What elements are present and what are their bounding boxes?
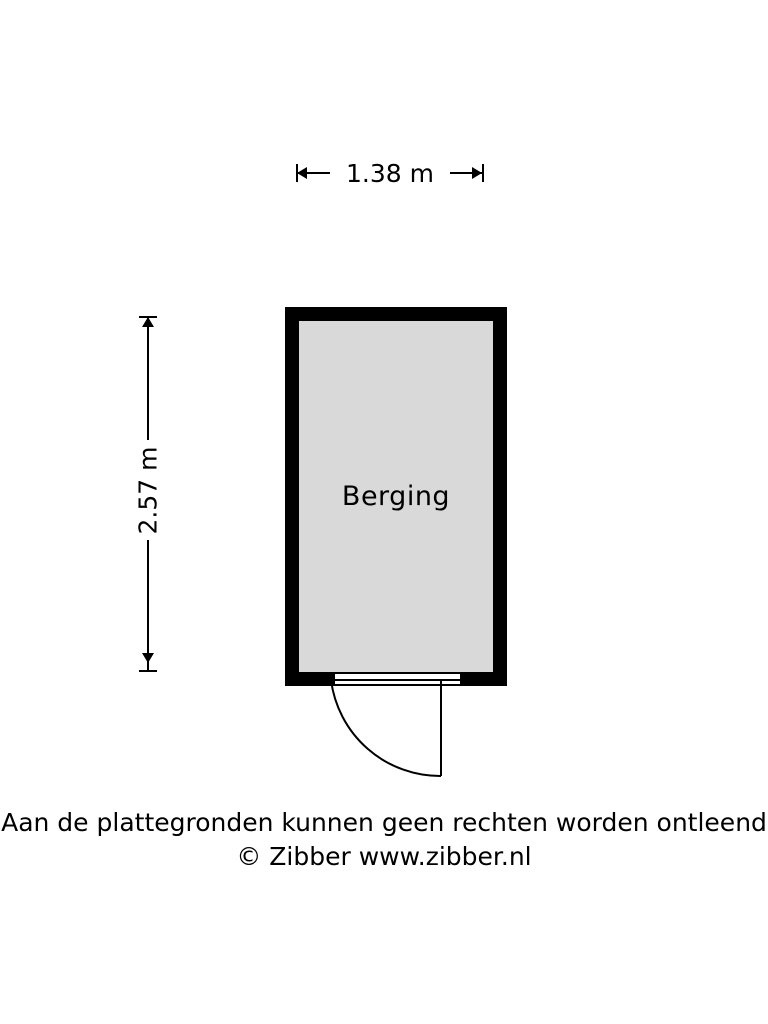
disclaimer — [0, 806, 768, 874]
disclaimer-line-2: © Zibber www.zibber.nl — [236, 842, 532, 871]
room-label: Berging — [341, 481, 451, 512]
room-berging — [285, 307, 507, 686]
height-dimension — [128, 310, 168, 678]
width-dimension-end-cap-right — [482, 164, 484, 182]
height-dimension-label: 2.57 m — [133, 446, 163, 534]
height-arrow-down-icon — [142, 653, 154, 663]
height-dimension-label-wrap — [88, 440, 208, 540]
height-arrow-up-icon — [142, 317, 154, 327]
disclaimer-line-1: Aan de plattegronden kunnen geen rechten worden ontleend — [1, 808, 767, 837]
width-arrow-left-icon — [297, 167, 307, 179]
height-dimension-end-cap-bottom — [139, 670, 157, 672]
door-swing-svg — [330, 680, 450, 790]
room-floor — [299, 321, 493, 672]
width-dimension — [290, 158, 490, 188]
door-swing-arc — [330, 680, 450, 790]
width-arrow-right-icon — [472, 167, 482, 179]
width-dimension-label: 1.38 m — [330, 158, 450, 188]
